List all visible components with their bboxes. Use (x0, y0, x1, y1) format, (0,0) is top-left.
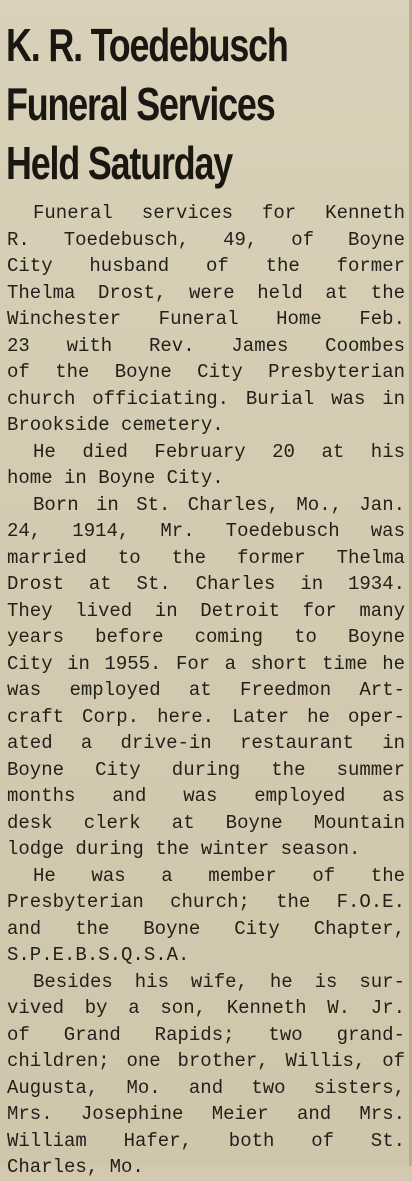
text-line: Winchester Funeral Home Feb. (7, 308, 405, 330)
text-line: Boyne City during the summer (7, 758, 405, 781)
text-line: Augusta, Mo. and two sisters, (7, 1076, 405, 1099)
article-paragraph (7, 863, 405, 969)
headline-line: Held Saturday (6, 137, 233, 189)
text-line: of Grand Rapids; two grand- (7, 1023, 405, 1046)
text-line: vived by a son, Kenneth W. Jr. (7, 997, 405, 1019)
text-line: children; one brother, Willis, of (7, 1050, 405, 1072)
text-line: City in 1955. For a short time he (7, 652, 405, 675)
text-line: married to the former Thelma (7, 546, 405, 569)
headline (6, 16, 318, 193)
headline-line: Funeral Services (6, 78, 275, 130)
text-line: R. Toedebusch, 49, of Boyne (7, 228, 405, 251)
text-line: Funeral services for Kenneth (33, 202, 405, 224)
article-paragraph (7, 200, 405, 439)
headline-line: K. R. Toedebusch (6, 19, 288, 71)
text-line: home in Boyne City. (7, 467, 224, 489)
article-paragraph (7, 969, 405, 1181)
text-line: Besides his wife, he is sur- (33, 970, 405, 993)
text-line: church officiating. Burial was in (7, 387, 405, 410)
text-line: 24, 1914, Mr. Toedebusch was (7, 520, 405, 542)
text-line: years before coming to Boyne (7, 626, 405, 648)
text-line: months and was employed as (7, 785, 405, 807)
text-line: was employed at Freedmon Art- (7, 679, 405, 701)
text-line: He died February 20 at his (33, 440, 405, 463)
article-body (7, 200, 405, 1181)
text-line: Mrs. Josephine Meier and Mrs. (7, 1103, 405, 1125)
text-line: They lived in Detroit for many (7, 599, 405, 622)
text-line: Charles, Mo. (7, 1156, 144, 1178)
text-line: He was a member of the (33, 864, 405, 887)
text-line: ated a drive-in restaurant in (7, 732, 405, 754)
text-line: Born in St. Charles, Mo., Jan. (33, 493, 405, 516)
text-line: lodge during the winter season. (7, 838, 361, 860)
text-line: and the Boyne City Chapter, (7, 917, 405, 940)
text-line: City husband of the former (7, 255, 405, 277)
text-line: S.P.E.B.S.Q.S.A. (7, 944, 190, 966)
text-line: Brookside cemetery. (7, 414, 224, 436)
text-line: William Hafer, both of St. (7, 1129, 405, 1152)
text-line: 23 with Rev. James Coombes (7, 334, 405, 357)
text-line: Drost at St. Charles in 1934. (7, 573, 405, 595)
text-line: Presbyterian church; the F.O.E. (7, 891, 405, 913)
article-paragraph (7, 439, 405, 492)
text-line: of the Boyne City Presbyterian (7, 361, 405, 383)
text-line: Thelma Drost, were held at the (7, 281, 405, 304)
text-line: craft Corp. here. Later he oper- (7, 705, 405, 728)
text-line: desk clerk at Boyne Mountain (7, 811, 405, 834)
article-paragraph (7, 492, 405, 863)
